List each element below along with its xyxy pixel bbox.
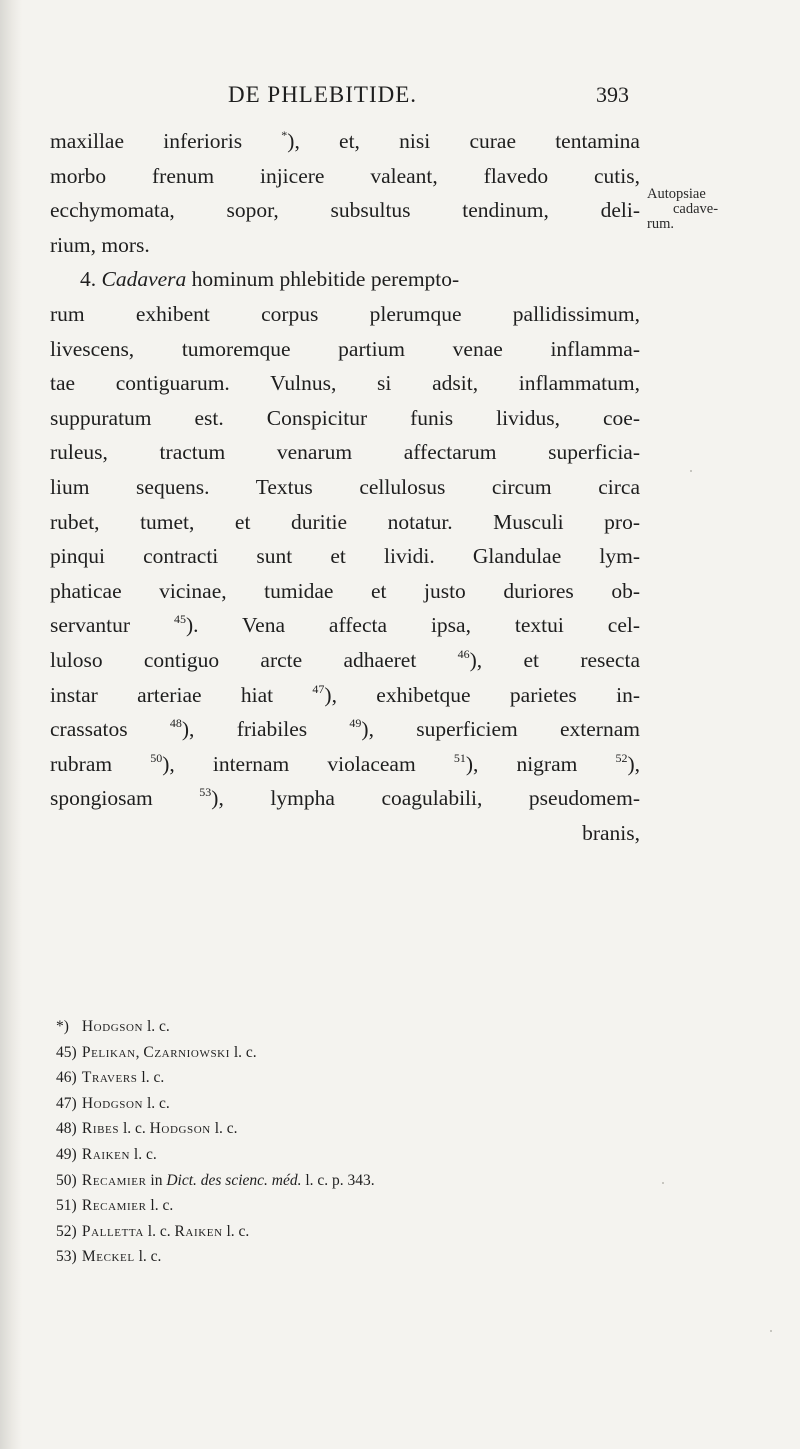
text-run: ), internam violaceam (162, 751, 454, 776)
text-run: l. c. (130, 1145, 157, 1163)
margin-note-line: Autopsiae (647, 186, 706, 202)
footnotes (56, 1014, 616, 1270)
text-run: l. c. (143, 1094, 170, 1112)
text-run: l. c. (143, 1018, 170, 1035)
footnote-number: 50) (56, 1171, 77, 1189)
footnote-number: 53) (56, 1248, 77, 1266)
paper-speck (690, 470, 692, 472)
text-run: ruleus, tractum venarum affectarum superficia- (50, 440, 640, 465)
text-line (50, 505, 640, 540)
author-name: Raiken (174, 1222, 223, 1240)
paper-speck (770, 1330, 772, 1332)
text-run: l. c. (222, 1222, 250, 1240)
text-run: ), (627, 751, 641, 776)
running-head (0, 82, 800, 112)
text-run: ), nigram (465, 751, 616, 776)
author-name: Czarniowski (143, 1043, 230, 1061)
footnote-number: 52) (56, 1222, 77, 1240)
author-name: Recamier (81, 1197, 147, 1215)
author-name: Recamier (81, 1171, 147, 1189)
text-run: rubet, tumet, et duritie notatur. Musculi pro- (50, 509, 640, 534)
italic-run: Dict. des scienc. méd. (166, 1171, 302, 1189)
footnote-ref: 46 (457, 646, 470, 661)
text-line (50, 262, 640, 297)
paper-speck (662, 1182, 664, 1184)
footnote-number: 48) (56, 1120, 77, 1138)
body-text (50, 124, 640, 850)
text-run: l. c. (134, 1248, 162, 1266)
text-line (50, 470, 640, 505)
footnote-ref: 50 (150, 750, 163, 765)
page-number: 393 (596, 82, 629, 107)
text-run: l. c. (143, 1222, 175, 1240)
footnote-ref: 53 (199, 785, 212, 800)
footnote-number: *) (56, 1018, 69, 1035)
text-run: ), exhibetque parietes in- (324, 682, 640, 707)
footnote (56, 1040, 616, 1066)
text-run: l. c. (146, 1197, 174, 1215)
margin-note-line: rum. (647, 216, 674, 232)
text-line (50, 124, 640, 159)
text-line (50, 643, 640, 678)
text-run: ), superficiem externam (361, 717, 640, 742)
footnote-ref: 47 (312, 681, 325, 696)
text-line (50, 712, 640, 747)
footnote-number: 46) (56, 1069, 77, 1087)
text-run: lium sequens. Textus cellulosus circum circa (50, 474, 640, 499)
italic-run: Cadavera (101, 267, 187, 292)
text-run: rium, mors. (50, 232, 150, 257)
margin-note (647, 187, 797, 232)
text-run: l. c. p. 343. (301, 1171, 375, 1189)
author-name: Travers (81, 1069, 138, 1087)
footnote-number: 49) (56, 1145, 77, 1163)
text-line (50, 297, 640, 332)
text-line (50, 159, 640, 194)
text-line (50, 193, 640, 228)
footnote (56, 1193, 616, 1219)
footnote (56, 1065, 616, 1091)
text-run: 4. (80, 267, 102, 292)
text-run: rubram (50, 751, 151, 776)
text-run: suppuratum est. Conspicitur funis lividus, coe- (50, 405, 640, 430)
footnote-ref: 49 (349, 716, 362, 731)
footnote-ref: 45 (173, 612, 186, 627)
text-line (50, 435, 640, 470)
footnote-number: 45) (56, 1043, 77, 1061)
text-line (50, 574, 640, 609)
text-run: l. c. (137, 1069, 165, 1087)
author-name: Raiken (81, 1145, 131, 1163)
text-run: tae contiguarum. Vulnus, si adsit, inflammatum, (50, 371, 640, 396)
text-line (50, 781, 640, 816)
text-run: livescens, tumoremque partium venae inflamma- (50, 336, 640, 361)
text-run: pinqui contracti sunt et lividi. Glandulae lym- (50, 544, 640, 569)
author-name: Hodgson (81, 1018, 144, 1035)
text-line (50, 366, 640, 401)
footnote-ref: 51 (453, 750, 466, 765)
footnote (56, 1014, 616, 1040)
text-run: ). Vena affecta ipsa, textui cel- (185, 613, 641, 638)
footnote (56, 1116, 616, 1142)
text-run: ), et, nisi curae tentamina (287, 129, 640, 153)
text-run: ), et resecta (469, 647, 640, 672)
text-run: hominum phlebitide perempto- (186, 267, 460, 292)
text-line (50, 332, 640, 367)
text-line (50, 539, 640, 574)
text-line (50, 678, 640, 713)
text-line (50, 608, 640, 643)
text-line (50, 228, 640, 263)
text-run: , (135, 1043, 144, 1061)
text-run: ecchymomata, sopor, subsultus tendinum, deli- (50, 198, 640, 223)
text-run: servantur (50, 613, 174, 638)
text-run: maxillae inferioris (50, 129, 282, 153)
margin-note-line: cadave- (673, 201, 719, 217)
page-edge-shadow (0, 0, 22, 1449)
author-name: Ribes (81, 1120, 120, 1138)
text-run: crassatos (50, 717, 170, 742)
text-line (50, 816, 640, 851)
text-run: morbo frenum injicere valeant, flavedo cutis, (50, 163, 640, 188)
text-run: l. c. (210, 1120, 238, 1138)
footnote (56, 1168, 616, 1194)
author-name: Palletta (81, 1222, 144, 1240)
footnote (56, 1244, 616, 1270)
author-name: Hodgson (81, 1094, 144, 1112)
text-run: instar arteriae hiat (50, 682, 313, 707)
text-line (50, 401, 640, 436)
text-run: l. c. (119, 1120, 150, 1138)
author-name: Pelikan (81, 1043, 136, 1061)
text-run: ), lympha coagulabili, pseudomem- (211, 786, 640, 811)
footnote (56, 1219, 616, 1245)
footnote-number: 51) (56, 1197, 77, 1215)
text-run: l. c. (230, 1043, 257, 1061)
footnote (56, 1142, 616, 1168)
footnote-ref: * (281, 128, 288, 142)
author-name: Meckel (81, 1248, 135, 1266)
text-run: ), friabiles (181, 717, 350, 742)
running-title: DE PHLEBITIDE. (228, 82, 418, 107)
text-run: in (146, 1171, 167, 1189)
text-run: branis, (582, 820, 640, 845)
footnote-number: 47) (56, 1094, 77, 1112)
footnote-ref: 52 (615, 750, 628, 765)
text-line (50, 747, 640, 782)
author-name: Hodgson (149, 1120, 211, 1138)
footnote (56, 1091, 616, 1117)
text-run: phaticae vicinae, tumidae et justo duriores ob- (50, 578, 640, 603)
text-run: spongiosam (50, 786, 200, 811)
text-run: rum exhibent corpus plerumque pallidissimum, (50, 301, 640, 326)
text-run: luloso contiguo arcte adhaeret (50, 647, 458, 672)
footnote-ref: 48 (169, 716, 182, 731)
